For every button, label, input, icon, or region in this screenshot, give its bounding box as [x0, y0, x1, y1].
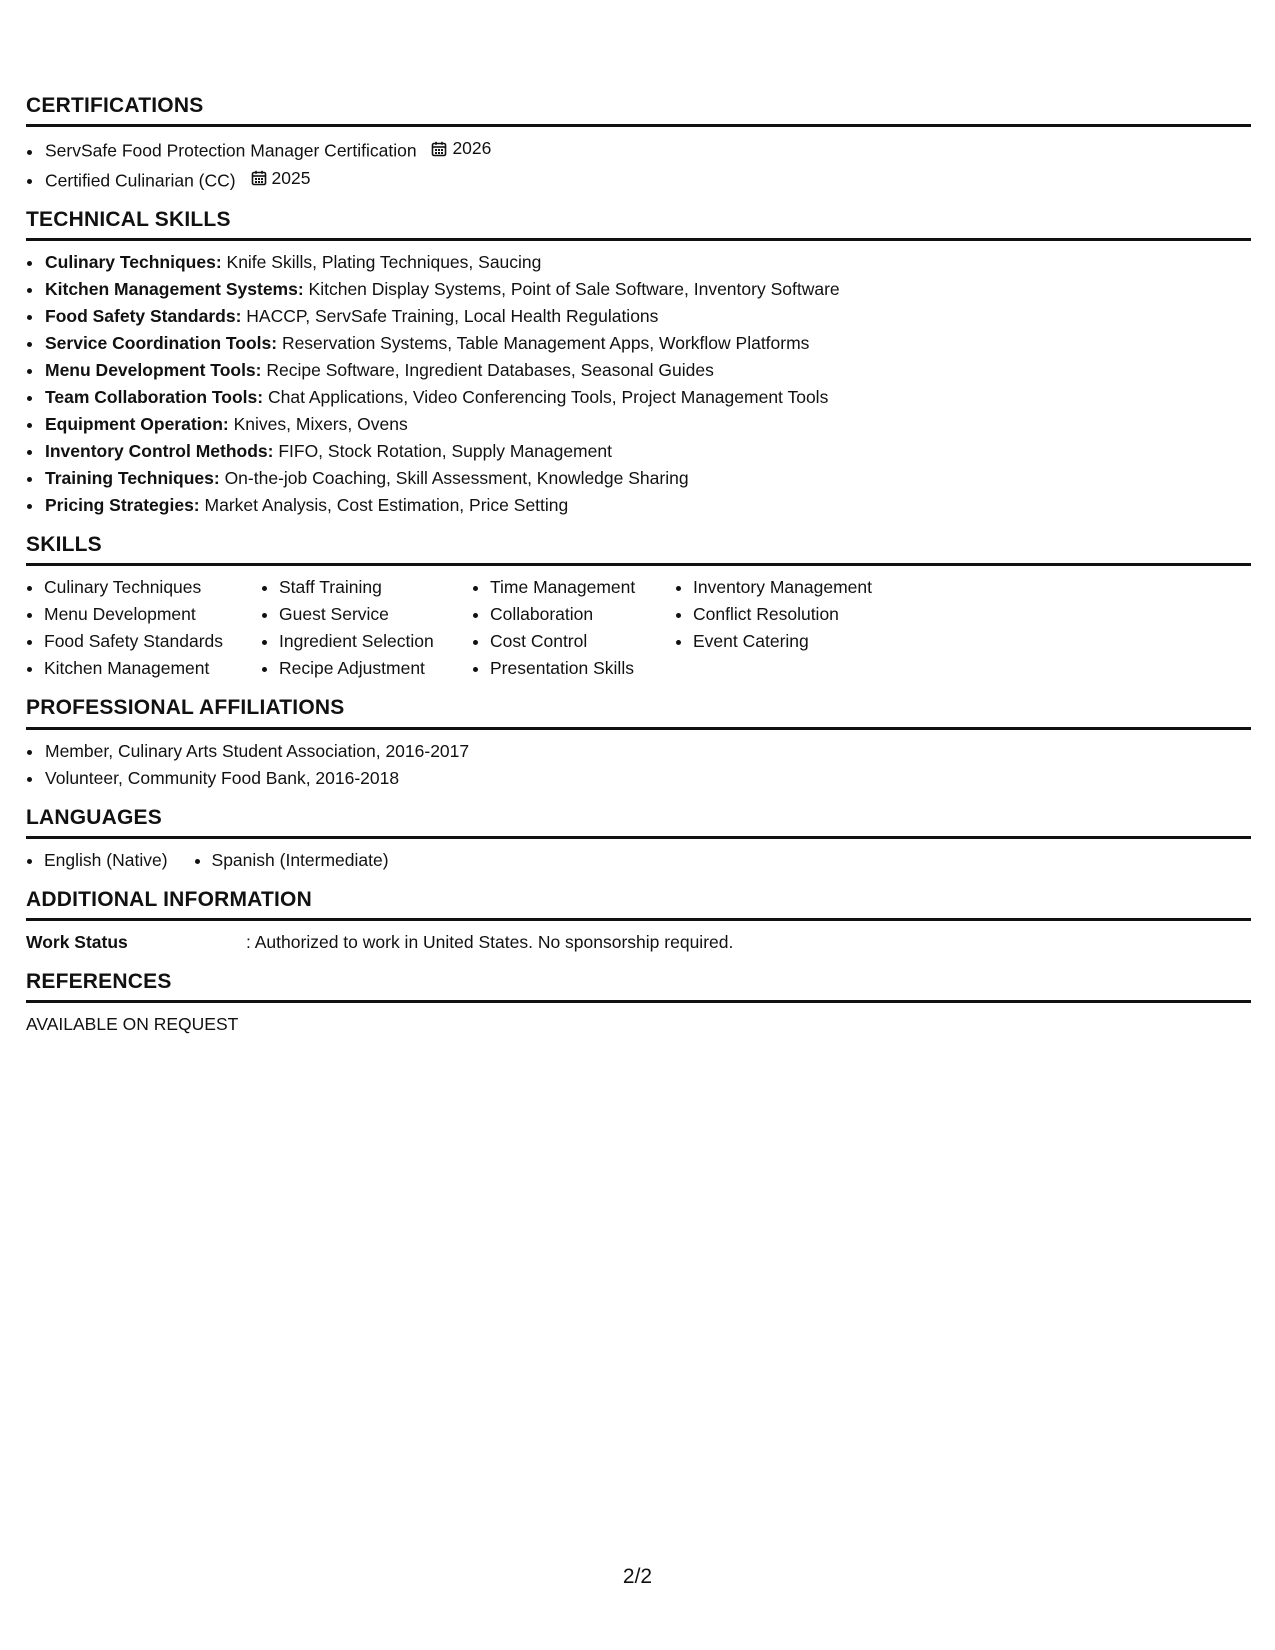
technical-skill-value: Chat Applications, Video Conferencing Tools, Project Management Tools [263, 387, 829, 408]
resume-page [26, 94, 1251, 1052]
skill-item: • Menu Development [44, 601, 261, 628]
technical-skill-value: Reservation Systems, Table Management Apps, Workflow Platforms [277, 333, 810, 354]
skills-heading: SKILLS [26, 533, 1251, 566]
technical-skill-item [44, 465, 1251, 492]
skills-section [26, 533, 1251, 682]
skill-item: • Conflict Resolution [693, 601, 933, 628]
affiliations-list [26, 738, 1251, 792]
technical-skill-item [44, 276, 1251, 303]
skill-item: • Time Management [490, 574, 675, 601]
calendar-icon [251, 170, 267, 186]
technical-skill-label: Menu Development Tools: [45, 360, 262, 381]
language-item: • English (Native) [44, 847, 168, 874]
certification-name: Certified Culinarian (CC) [45, 170, 236, 191]
skill-item: • Culinary Techniques [44, 574, 261, 601]
affiliations-section [26, 696, 1251, 791]
skill-item: • Staff Training [279, 574, 472, 601]
skill-item: • Cost Control [490, 628, 675, 655]
certification-year: 2025 [271, 167, 311, 188]
languages-section [26, 806, 1251, 874]
technical-skill-item [44, 303, 1251, 330]
certification-year: 2026 [452, 138, 492, 159]
technical-skill-label: Food Safety Standards: [45, 306, 242, 327]
technical-skill-item [44, 492, 1251, 519]
technical-skill-value: HACCP, ServSafe Training, Local Health Regulations [241, 306, 659, 327]
technical-skill-label: Equipment Operation: [45, 414, 229, 435]
skill-item: • Food Safety Standards [44, 628, 261, 655]
additional-info-heading: ADDITIONAL INFORMATION [26, 888, 1251, 921]
language-item: • Spanish (Intermediate) [212, 847, 389, 874]
certifications-section [26, 94, 1251, 194]
certification-item [44, 165, 1251, 195]
technical-skill-label: Team Collaboration Tools: [45, 387, 264, 408]
references-text: AVAILABLE ON REQUEST [26, 1013, 239, 1034]
technical-skill-item [44, 357, 1251, 384]
technical-skill-item [44, 438, 1251, 465]
skill-item: • Inventory Management [693, 574, 933, 601]
work-status-value: : Authorized to work in United States. No sponsorship required. [246, 931, 734, 952]
technical-skill-item [44, 411, 1251, 438]
skill-item: • Recipe Adjustment [279, 655, 472, 682]
technical-skill-value: On-the-job Coaching, Skill Assessment, Knowledge Sharing [219, 468, 689, 489]
work-status-row [26, 929, 1251, 956]
languages-list [26, 847, 1251, 874]
work-status-label: Work Status [26, 931, 128, 952]
technical-skill-label: Culinary Techniques: [45, 252, 222, 273]
certifications-heading: CERTIFICATIONS [26, 94, 1251, 127]
skills-column [675, 574, 933, 682]
skill-item: • Event Catering [693, 628, 933, 655]
technical-skills-heading: TECHNICAL SKILLS [26, 208, 1251, 241]
certification-date [251, 165, 311, 192]
technical-skill-value: Recipe Software, Ingredient Databases, Seasonal Guides [261, 360, 714, 381]
technical-skill-item [44, 330, 1251, 357]
additional-info-section [26, 888, 1251, 956]
technical-skill-label: Training Techniques: [45, 468, 220, 489]
technical-skill-item [44, 249, 1251, 276]
technical-skill-label: Service Coordination Tools: [45, 333, 278, 354]
page-number: 2/2 [622, 1565, 653, 1588]
languages-heading: LANGUAGES [26, 806, 1251, 839]
technical-skill-value: Knife Skills, Plating Techniques, Saucing [221, 252, 542, 273]
technical-skills-list [26, 249, 1251, 519]
certification-date [431, 135, 491, 162]
skills-grid [26, 574, 1251, 682]
skills-column [26, 574, 261, 682]
technical-skill-value: Kitchen Display Systems, Point of Sale Software, Inventory Software [303, 279, 840, 300]
skill-item: • Guest Service [279, 601, 472, 628]
affiliations-heading: PROFESSIONAL AFFILIATIONS [26, 696, 1251, 729]
skill-item: • Presentation Skills [490, 655, 675, 682]
technical-skills-section [26, 208, 1251, 519]
skills-column [261, 574, 472, 682]
technical-skill-item [44, 384, 1251, 411]
skill-item: • Kitchen Management [44, 655, 261, 682]
technical-skill-label: Pricing Strategies: [45, 495, 200, 516]
technical-skill-value: Knives, Mixers, Ovens [228, 414, 408, 435]
references-section [26, 970, 1251, 1038]
certifications-list [26, 135, 1251, 194]
certification-name: ServSafe Food Protection Manager Certification [45, 140, 417, 161]
skill-item: • Collaboration [490, 601, 675, 628]
technical-skill-label: Kitchen Management Systems: [45, 279, 304, 300]
affiliation-item: • Volunteer, Community Food Bank, 2016-2018 [44, 765, 1251, 792]
calendar-icon [431, 141, 447, 157]
technical-skill-label: Inventory Control Methods: [45, 441, 274, 462]
technical-skill-value: Market Analysis, Cost Estimation, Price Setting [199, 495, 569, 516]
certification-item [44, 135, 1251, 165]
technical-skill-value: FIFO, Stock Rotation, Supply Management [273, 441, 612, 462]
skill-item: • Ingredient Selection [279, 628, 472, 655]
skills-column [472, 574, 675, 682]
affiliation-item: • Member, Culinary Arts Student Association, 2016-2017 [44, 738, 1251, 765]
references-heading: REFERENCES [26, 970, 1251, 1003]
